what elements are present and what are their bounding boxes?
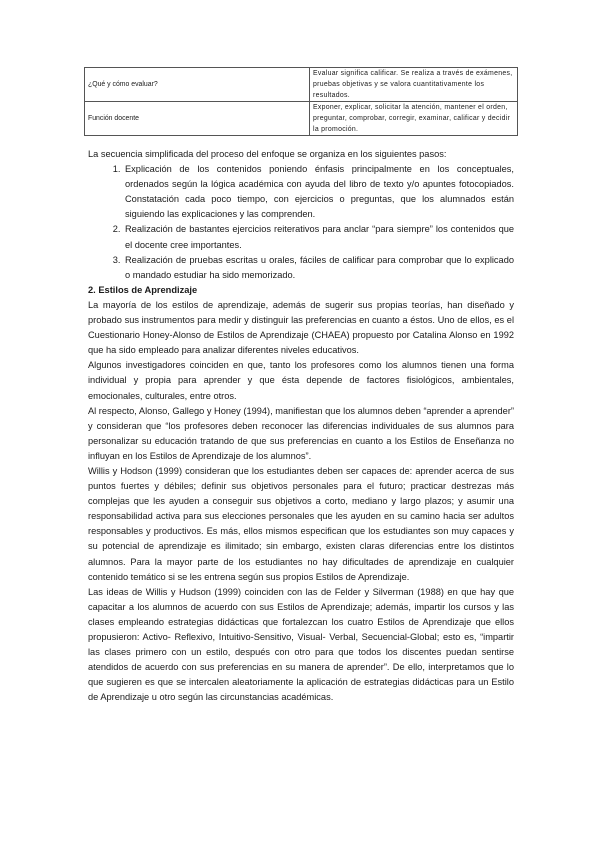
paragraph: La mayoría de los estilos de aprendizaje, además de sugerir sus propias teorías, han diseñado y probado sus instrumentos para medir y distinguir las preferencias en cuanto a éstos. Uno de ellos, es el Cuestionario Honey-Alonso de Estilos de Aprendizaje (CHAEA) propuesto por Catalina Alonso en 1992 que ha sido empleado para analizar diferentes niveles educativos.	[88, 299, 514, 356]
table-row-label: ¿Qué y cómo evaluar?	[85, 68, 310, 102]
table-row-value: Evaluar significa calificar. Se realiza a través de exámenes, pruebas objetivas y se valora cuantitativamente los resultados.	[310, 68, 518, 102]
paragraph: Al respecto, Alonso, Gallego y Honey (1994), manifiestan que los alumnos deben “aprender a aprender” y consideran que “los profesores deben reconocer las diferencias individuales de sus alumnos para personalizar su educación tratando de que sus preferencias en cuanto a los Estilos de Enseñanza no influyan en los Estilos de Aprendizaje de los alumnos”.	[88, 405, 514, 461]
table-row-value: Exponer, explicar, solicitar la atención, mantener el orden, preguntar, comprobar, corregir, examinar, calificar y decidir la promoción.	[310, 102, 518, 136]
intro-paragraph: La secuencia simplificada del proceso del enfoque se organiza en los siguientes pasos:	[88, 149, 447, 159]
body-text	[88, 147, 514, 705]
list-item: 2. Realización de bastantes ejercicios reiterativos para anclar “para siempre” los contenidos que el docente cree importantes.	[123, 222, 514, 252]
table-row	[85, 102, 518, 136]
list-item: 3. Realización de pruebas escritas u orales, fáciles de calificar para comprobar que lo explicado o mandado estudiar ha sido memorizado.	[123, 253, 514, 283]
paragraph: Willis y Hodson (1999) consideran que los estudiantes deben ser capaces de: aprender acerca de sus puntos fuertes y débiles; definir sus objetivos personales para el futuro; practicar destrezas más complejas que les ayuden a conseguir sus objetivos a corto, mediano y largo plazos; y asumir una responsabilidad activa para sus elecciones personales que les ayuden en su camino hacia ser adultos responsables y productivos. Es más, ellos mismos especifican que los estudiantes son muy capaces y su potencial de aprendizaje es ilimitado; sin embargo, existen claras diferencias entre los distintos alumnos. Para la mayor parte de los estudiantes no hay dificultades de aprendizaje en cualquier contenido temático si se les entrena según sus propios Estilos de Aprendizaje.	[88, 465, 514, 582]
table-row	[85, 68, 518, 102]
steps-list	[88, 162, 514, 283]
paragraph: Algunos investigadores coinciden en que, tanto los profesores como los alumnos tienen una forma individual y propia para aprender y que ésta depende de factores fisiológicos, ambientales, emocionales, culturales, entre otros.	[88, 360, 514, 401]
paragraph: Las ideas de Willis y Hudson (1999) coinciden con las de Felder y Silverman (1988) en que hay que capacitar a los alumnos de acuerdo con sus Estilos de Aprendizaje; además, impartir los cursos y las clases empleando estrategias didácticas que fortalezcan los cuatro Estilos de Aprendizaje que ellos propusieron: Activo- Reflexivo, Intuitivo-Sensitivo, Visual- Verbal, Secuencial-Global; esto es, “impartir las clases primero con un estilo, después con otro para que todos los discentes puedan sentirse atendidos de acuerdo con sus preferencias en su manera de aprender”. De ello, interpretamos que lo que sugieren es que se intercalen aleatoriamente la aplicación de estrategias didácticas para un Estilo de Aprendizaje u otro según las circunstancias académicas.	[88, 586, 514, 703]
table-row-label: Función docente	[85, 102, 310, 136]
list-item: 1. Explicación de los contenidos poniendo énfasis principalmente en los conceptuales, ordenados según la lógica académica con ayuda del libro de texto y/o apuntes fotocopiados. Constatación cada poco tiempo, con ejercicios o preguntas, que los alumnados están siguiendo las explicaciones y las comprenden.	[123, 162, 514, 222]
evaluation-table	[84, 67, 518, 136]
section-heading: 2. Estilos de Aprendizaje	[88, 284, 198, 295]
